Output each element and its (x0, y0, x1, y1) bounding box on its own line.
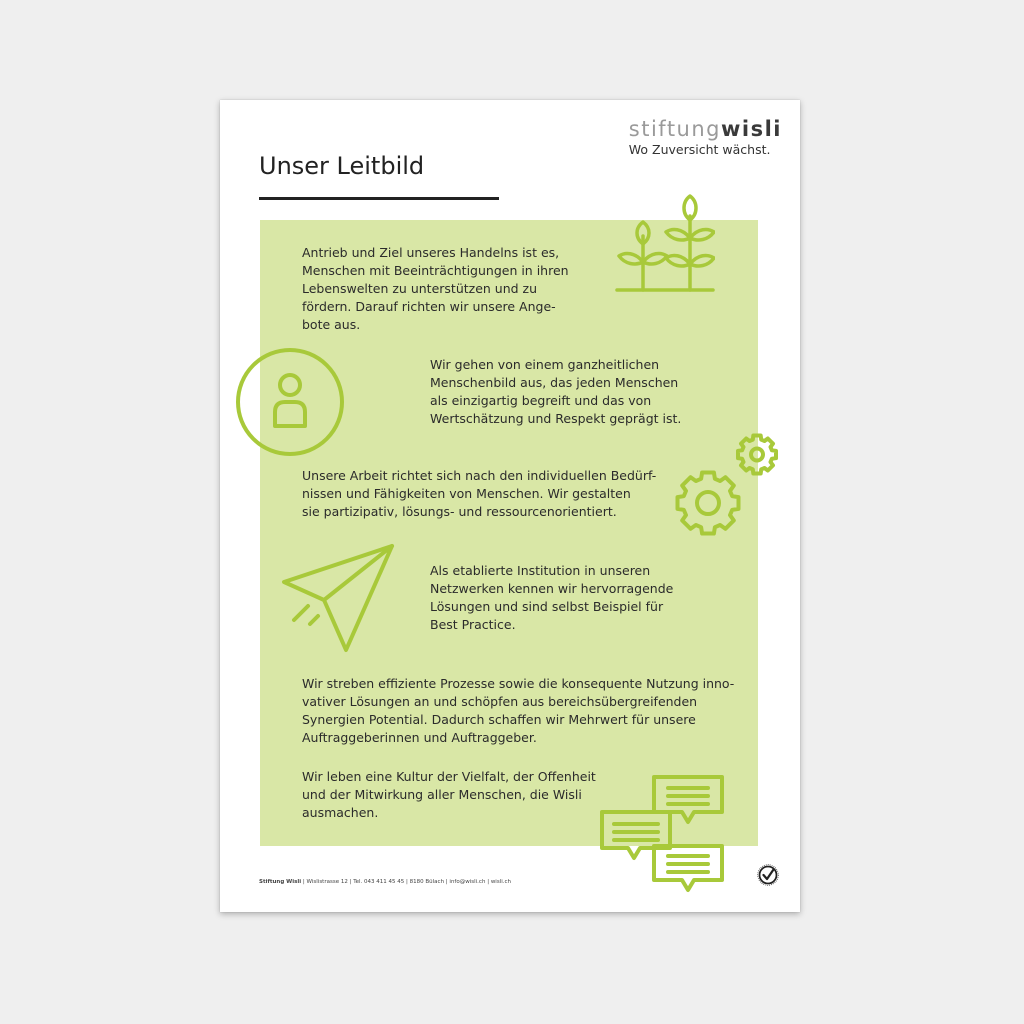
paragraph-human-image: Wir gehen von einem ganzheitlichen Menschenbild aus, das jeden Menschen als einzigartig begreift und das von Wertschätzung und Respekt geprägt ist. (430, 357, 682, 426)
footer-separator: | (301, 879, 307, 885)
document-page (220, 100, 800, 912)
logo-part-wisli: wisli (721, 117, 782, 141)
footer-org: Stiftung Wisli (259, 879, 302, 885)
footer-city: 8180 Bülach (409, 879, 445, 885)
paper-plane-icon (280, 540, 398, 658)
footer-separator: | (404, 879, 410, 885)
paragraph-institution: Als etablierte Institution in unseren Netzwerken kennen wir hervorragende Lösungen und sind selbst Beispiel für Best Practice. (430, 563, 674, 632)
logo-wordmark (629, 117, 782, 141)
page-title: Unser Leitbild (259, 152, 425, 180)
footer-separator: | (485, 879, 491, 885)
paragraph-work: Unsere Arbeit richtet sich nach den individuellen Bedürf- nissen und Fähigkeiten von Menschen. Wir gestalten sie partizipativ, lösungs- und ressourcenorientiert. (302, 468, 657, 519)
title-underline (259, 197, 499, 200)
footer-email: info@wisli.ch (449, 879, 486, 885)
person-icon (234, 346, 346, 458)
footer-website: wisli.ch (490, 879, 512, 885)
gears-icon (650, 430, 790, 570)
speech-bubbles-icon (598, 772, 728, 894)
paragraph-mission: Antrieb und Ziel unseres Handelns ist es, Menschen mit Beeinträchtigungen in ihren Lebenswelten zu unterstützen und zu fördern. Darauf richten wir unsere Ange- bote aus. (302, 245, 569, 332)
footer-phone: Tel. 043 411 45 45 (353, 879, 405, 885)
quality-seal-icon (757, 864, 779, 886)
logo-part-stiftung: stiftung (628, 117, 721, 141)
paragraph-processes: Wir streben effiziente Prozesse sowie die konsequente Nutzung inno- vativer Lösungen an und schöpfen aus bereichsübergreifenden Synergien Potential. Dadurch schaffen wir Mehrwert für unsere Auftraggeberinnen und Auftraggeber. (302, 676, 735, 745)
logo-tagline: Wo Zuversicht wächst. (628, 142, 771, 157)
footer-separator: | (444, 879, 450, 885)
plants-icon (615, 192, 715, 294)
logo (629, 117, 782, 157)
footer-separator: | (347, 879, 354, 885)
footer-address: Wislistrasse 12 (306, 879, 348, 885)
footer (259, 879, 511, 885)
paragraph-culture: Wir leben eine Kultur der Vielfalt, der Offenheit und der Mitwirkung aller Menschen, die Wisli ausmachen. (302, 769, 596, 820)
